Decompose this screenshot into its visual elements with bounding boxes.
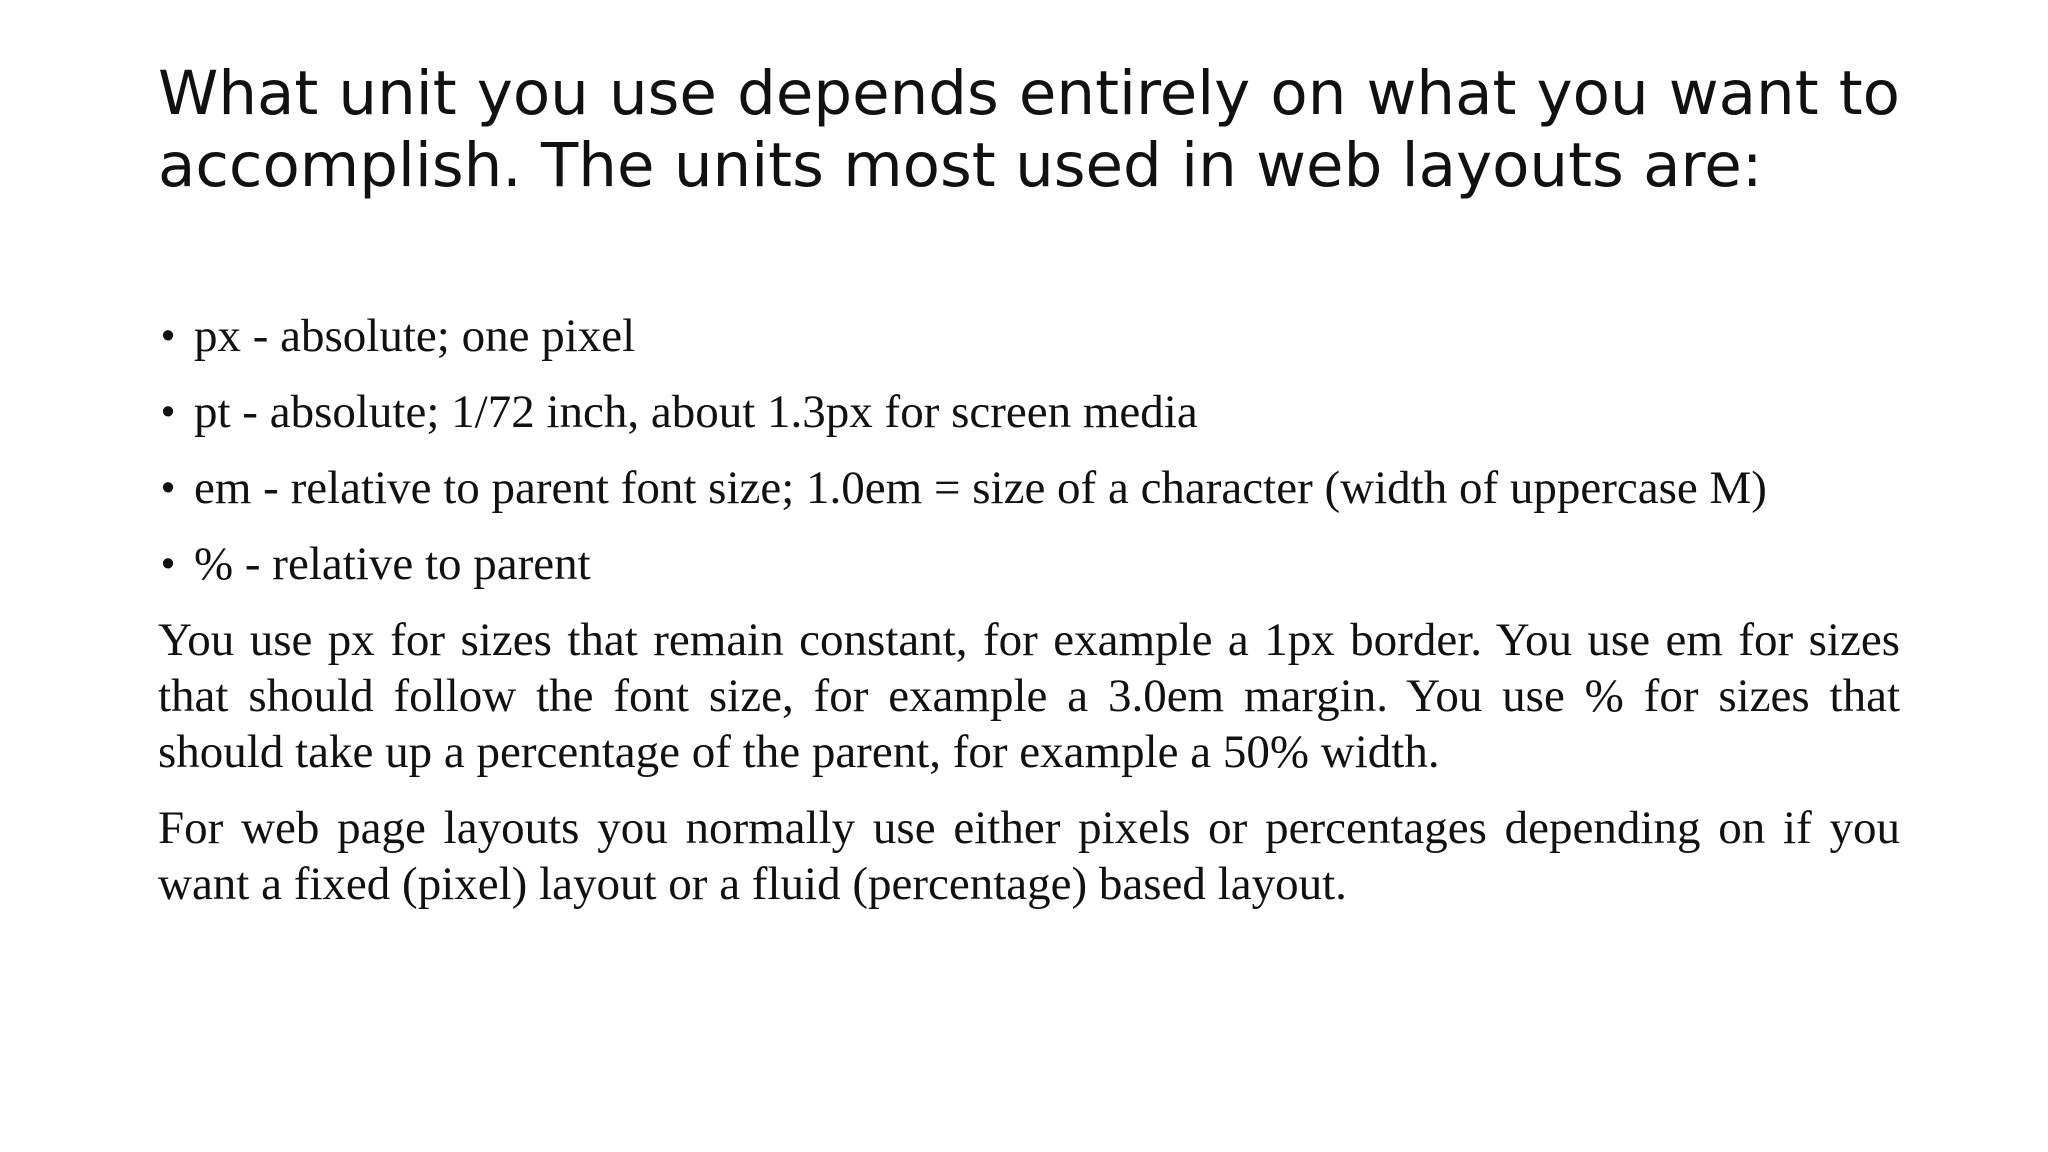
slide-title: What unit you use depends entirely on what you want to accomplish. The units most used in web layouts are: [158,58,1900,201]
bullet-text: em - relative to parent font size; 1.0em = size of a character (width of uppercase M) [194,462,1767,514]
bullet-text: pt - absolute; 1/72 inch, about 1.3px for screen media [194,386,1198,438]
bullet-dot-icon: • [161,467,175,509]
bullet-dot-icon: • [161,391,175,433]
bullet-text: px - absolute; one pixel [194,310,636,362]
bullet-dot-icon: • [161,543,175,585]
bullet-item-percent [158,536,1900,592]
bullet-text: % - relative to parent [194,538,591,590]
bullet-list [158,308,1900,592]
slide-body [158,308,1900,932]
bullet-dot-icon: • [161,315,175,357]
paragraph-usage: You use px for sizes that remain constant, for example a 1px border. You use em for sizes that should follow the font size, for example a 3.0em margin. You use % for sizes that should take up a percentage of the parent, for example a 50% width. [158,614,1900,778]
bullet-item-px [158,308,1900,364]
bullet-item-pt [158,384,1900,440]
paragraph-layouts: For web page layouts you normally use either pixels or percentages depending on if you want a fixed (pixel) layout or a fluid (percentage) based layout. [158,802,1900,910]
bullet-item-em [158,460,1900,516]
